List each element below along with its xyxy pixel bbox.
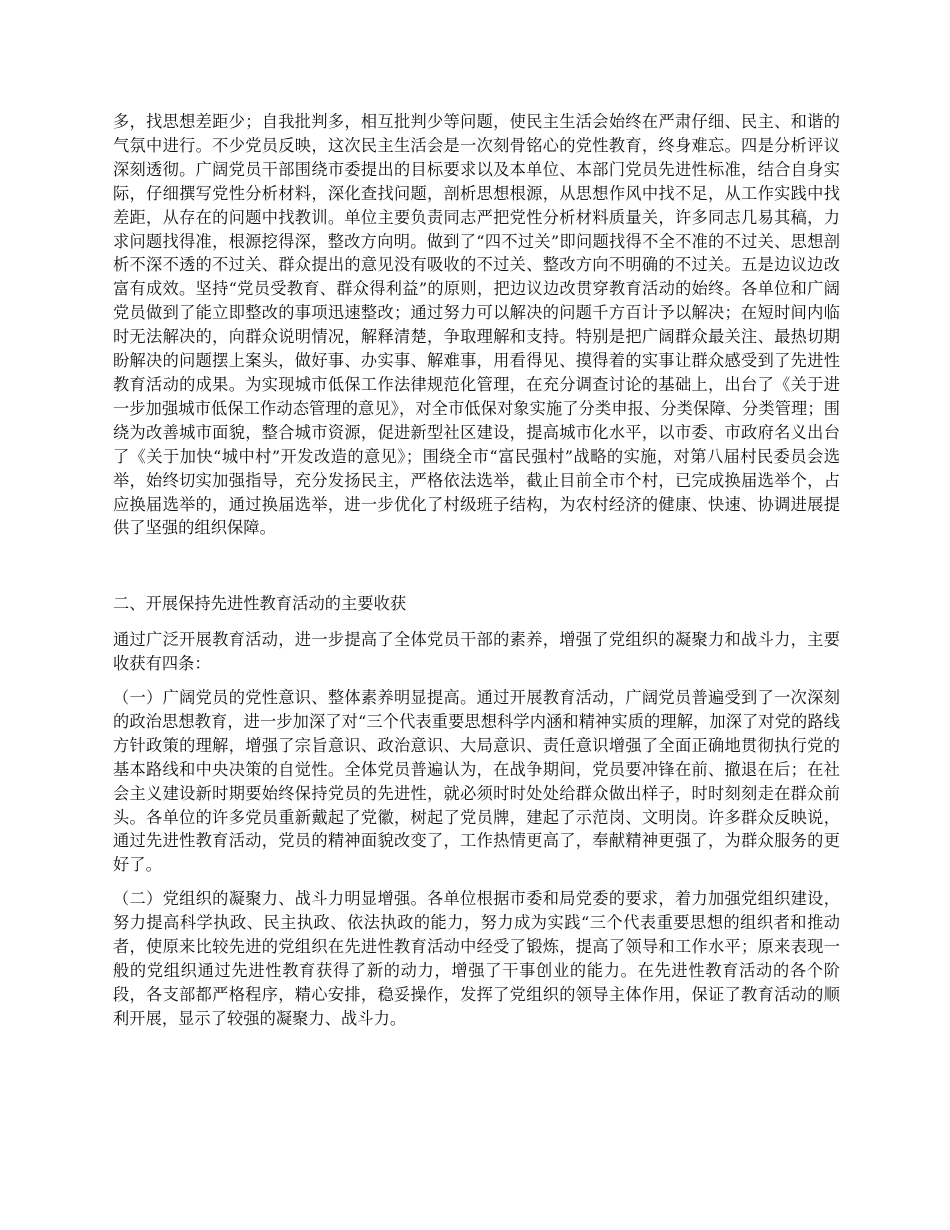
paragraph-intro: 通过广泛开展教育活动，进一步提高了全体党员干部的素养，增强了党组织的凝聚力和战斗力，主要收获有四条： — [113, 630, 840, 674]
section-heading: 二、开展保持先进性教育活动的主要收获 — [113, 594, 407, 614]
section-spacer — [113, 540, 840, 592]
paragraph-continued: 多，找思想差距少；自我批判多，相互批判少等问题，使民主生活会始终在严肃仔细、民主、和谐的气氛中进行。不少党员反映，这次民主生活会是一次刻骨铭心的党性教育，终身难忘。四是分析评议深刻透彻。广阔党员干部围绕市委提出的目标要求以及本单位、本部门党员先进性标准，结合自身实际，仔细撰写党性分析材料，深化查找问题，剖析思想根源，从思想作风中找不足，从工作实践中找差距，从存在的问题中找教训。单位主要负责同志严把党性分析材料质量关，许多同志几易其稿，力求问题找得准，根源挖得深，整改方向明。做到了“四不过关”即问题找得不全不准的不过关、思想剖析不深不透的不过关、群众提出的意见没有吸收的不过关、整改方向不明确的不过关。五是边议边改富有成效。坚持“党员受教育、群众得利益”的原则，把边议边改贯穿教育活动的始终。各单位和广阔党员做到了能立即整改的事项迅速整改；通过努力可以解决的问题千方百计予以解决；在短时间内临时无法解决的，向群众说明情况，解释清楚，争取理解和支持。特别是把广阔群众最关注、最热切期盼解决的问题摆上案头，做好事、办实事、解难事，用看得见、摸得着的实事让群众感受到了先进性教育活动的成果。为实现城市低保工作法律规范化管理，在充分调查讨论的基础上，出台了《关于进一步加强城市低保工作动态管理的意见》，对全市低保对象实施了分类申报、分类保障、分类管理；围绕为改善城市面貌，整合城市资源，促进新型社区建设，提高城市化水平，以市委、市政府名义出台了《关于加快“城中村”开发改造的意见》；围绕全市“富民强村”战略的实施，对第八届村民委员会选举，始终切实加强指导，充分发扬民主，严格依法选举，截止目前全市个村，已完成换届选举个，占应换届选举的，通过换届选举，进一步优化了村级班子结构，为农村经济的健康、快速、协调进展提供了坚强的组织保障。 — [113, 112, 840, 538]
paragraph-item-1: （一）广阔党员的党性意识、整体素养明显提高。通过开展教育活动，广阔党员普遍受到了一次深刻的政治思想教育，进一步加深了对“三个代表重要思想科学内涵和精神实质的理解，加深了对党的路线方针政策的理解，增强了宗旨意识、政治意识、大局意识、责任意识增强了全面正确地贯彻执行党的基本路线和中央决策的自觉性。全体党员普遍认为，在战争期间，党员要冲锋在前、撤退在后；在社会主义建设新时期要始终保持党员的先进性，就必须时时处处给群众做出样子，时时刻刻走在群众前头。各单位的许多党员重新戴起了党徽，树起了党员牌，建起了示范岗、文明岗。许多群众反映说，通过先进性教育活动，党员的精神面貌改变了，工作热情更高了，奉献精神更强了，为群众服务的更好了。 — [113, 688, 840, 875]
heading-spacer — [113, 616, 840, 628]
paragraph-item-2: （二）党组织的凝聚力、战斗力明显增强。各单位根据市委和局党委的要求，着力加强党组织建设，努力提高科学执政、民主执政、依法执政的能力，努力成为实践“三个代表重要思想的组织者和推动者，使原来比较先进的党组织在先进性教育活动中经受了锻炼，提高了领导和工作水平；原来表现一般的党组织通过先进性教育获得了新的动力，增强了干事创业的能力。在先进性教育活动的各个阶段，各支部都严格程序，精心安排，稳妥操作，发挥了党组织的领导主体作用，保证了教育活动的顺利开展，显示了较强的凝聚力、战斗力。 — [113, 889, 840, 1028]
document-page — [113, 110, 840, 1031]
